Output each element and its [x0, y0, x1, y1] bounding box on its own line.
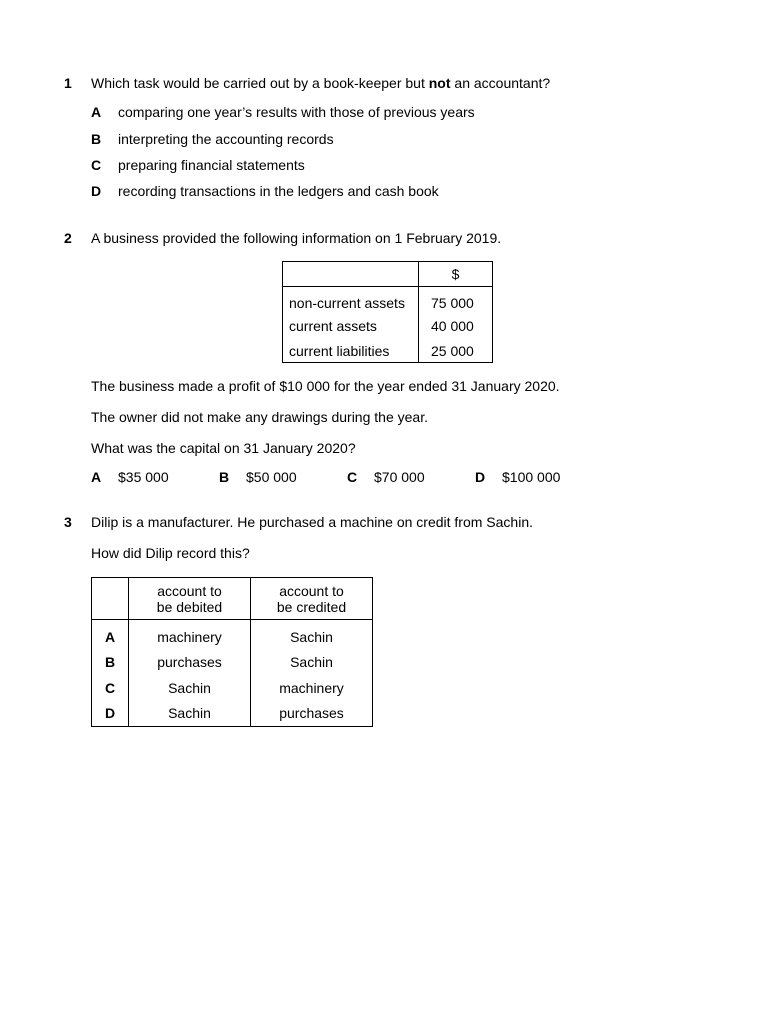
- table-row: [283, 339, 493, 363]
- table-row: [92, 675, 373, 701]
- table-row: [92, 650, 373, 676]
- debit-account: machinery: [129, 620, 251, 650]
- question-2-profit-line: The business made a profit of $10 000 for the year ended 31 January 2020.: [91, 378, 560, 394]
- debit-header-line: be debited: [156, 598, 223, 615]
- q1-option-text: recording transactions in the ledgers and cash book: [118, 183, 439, 199]
- table-row: [283, 287, 493, 314]
- q2-option-text: $50 000: [246, 469, 297, 485]
- q1-option-letter: D: [91, 183, 102, 199]
- balance-table-header-currency: $: [419, 262, 493, 287]
- q1-option-text: comparing one year’s results with those of previous years: [118, 104, 475, 120]
- balance-value: 40 000: [419, 313, 493, 339]
- question-2-stem: A business provided the following information on 1 February 2019.: [91, 230, 502, 246]
- option-letter: D: [92, 701, 129, 727]
- debit-account: purchases: [129, 650, 251, 676]
- table-row: [92, 701, 373, 727]
- q2-option-text: $35 000: [118, 469, 169, 485]
- q1-option-text: preparing financial statements: [118, 157, 305, 173]
- question-1-number: 1: [64, 75, 72, 91]
- balance-label: current assets: [283, 313, 419, 339]
- table-row: [92, 620, 373, 650]
- question-2-question: What was the capital on 31 January 2020?: [91, 440, 356, 456]
- q2-option-letter: A: [91, 469, 102, 485]
- credit-header-line: be credited: [276, 598, 347, 615]
- double-entry-table: [91, 577, 373, 727]
- q2-option-text: $70 000: [374, 469, 425, 485]
- credit-header-line: account to: [279, 582, 344, 599]
- credit-column-header: [251, 578, 373, 620]
- balance-value: 25 000: [419, 339, 493, 363]
- option-letter: C: [92, 675, 129, 701]
- credit-account: machinery: [251, 675, 373, 701]
- debit-header-line: account to: [157, 582, 222, 599]
- question-1-stem-emphasis: not: [428, 75, 451, 91]
- debit-column-header: [129, 578, 251, 620]
- q2-option-text: $100 000: [502, 469, 561, 485]
- question-3-number: 3: [64, 514, 72, 530]
- q2-option-letter: D: [475, 469, 486, 485]
- q1-option-text: interpreting the accounting records: [118, 131, 334, 147]
- question-1-stem-part: an accountant?: [450, 75, 551, 91]
- credit-account: purchases: [251, 701, 373, 727]
- q1-option-letter: B: [91, 131, 102, 147]
- question-2-drawings-line: The owner did not make any drawings during the year.: [91, 409, 428, 425]
- question-3-stem: Dilip is a manufacturer. He purchased a machine on credit from Sachin.: [91, 514, 533, 530]
- option-letter: A: [92, 620, 129, 650]
- debit-account: Sachin: [129, 675, 251, 701]
- question-1-stem: [91, 75, 550, 91]
- balance-table-header-blank: [283, 262, 419, 287]
- question-1-stem-part: Which task would be carried out by a book-keeper but: [91, 75, 429, 91]
- balance-table: [282, 261, 493, 363]
- double-entry-header-blank: [92, 578, 129, 620]
- table-row: [283, 313, 493, 339]
- question-2-number: 2: [64, 230, 72, 246]
- balance-label: non-current assets: [283, 287, 419, 314]
- balance-value: 75 000: [419, 287, 493, 314]
- option-letter: B: [92, 650, 129, 676]
- balance-label: current liabilities: [283, 339, 419, 363]
- credit-account: Sachin: [251, 650, 373, 676]
- debit-account: Sachin: [129, 701, 251, 727]
- q2-option-letter: C: [347, 469, 358, 485]
- credit-account: Sachin: [251, 620, 373, 650]
- question-3-question: How did Dilip record this?: [91, 545, 250, 561]
- q1-option-letter: C: [91, 157, 102, 173]
- q2-option-letter: B: [219, 469, 230, 485]
- q1-option-letter: A: [91, 104, 102, 120]
